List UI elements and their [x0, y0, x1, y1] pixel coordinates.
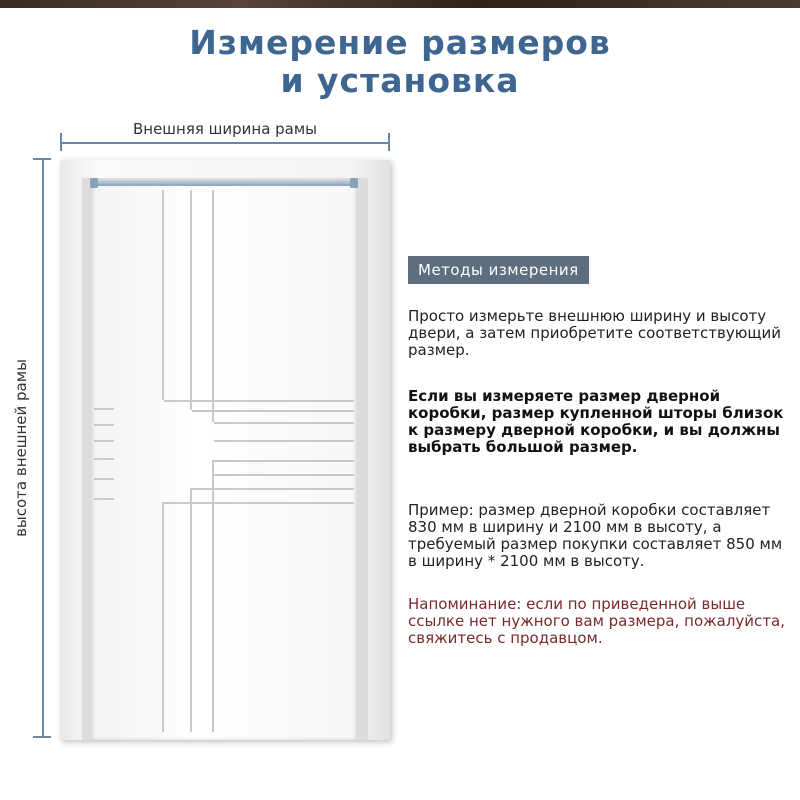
- width-tick-right: [388, 133, 390, 151]
- width-tick-left: [60, 133, 62, 151]
- door-groove: [162, 190, 164, 400]
- door-groove: [94, 478, 114, 480]
- door-groove: [214, 460, 354, 462]
- door-illustration: [60, 160, 390, 740]
- height-tick-bottom: [33, 736, 51, 738]
- door-groove: [94, 498, 114, 500]
- door-groove: [192, 488, 354, 490]
- door-groove: [164, 400, 354, 402]
- door-groove: [212, 460, 214, 732]
- paragraph-example: Пример: размер дверной коробки составляет 830 мм в ширину и 2100 мм в высоту, а требуемый размер покупки составляет 850 мм в ширину * 2100 мм в высоту.: [408, 501, 783, 570]
- paragraph-frame-measure: Если вы измеряете размер дверной коробки, размер купленной шторы близок к размеру дверной коробки, и вы должны выбрать большой размер.: [408, 387, 784, 456]
- paragraph-reminder: Напоминание: если по приведенной выше ссылке нет нужного вам размера, пожалуйста, свяжитесь с продавцом.: [408, 595, 785, 647]
- door-groove: [162, 502, 164, 732]
- curtain-rail: [94, 180, 354, 186]
- door-leaf: [92, 182, 356, 740]
- door-groove: [164, 502, 354, 504]
- door-groove: [94, 440, 114, 442]
- door-groove: [192, 410, 354, 412]
- door-groove: [94, 408, 114, 410]
- door-groove: [94, 424, 114, 426]
- door-groove: [212, 190, 214, 422]
- title-line-2: и установка: [280, 61, 520, 100]
- door-groove: [94, 458, 114, 460]
- width-dimension-line: [60, 142, 390, 144]
- rail-end-right: [350, 178, 358, 188]
- door-groove: [190, 488, 192, 732]
- door-groove: [190, 190, 192, 410]
- frame-height-label: высота внешней рамы: [12, 359, 30, 537]
- height-dimension-line: [42, 158, 44, 738]
- methods-heading: Методы измерения: [408, 256, 589, 284]
- title-line-1: Измерение размеров: [189, 23, 611, 62]
- door-groove: [214, 422, 354, 424]
- frame-width-label: Внешняя ширина рамы: [132, 120, 318, 138]
- rail-end-left: [90, 178, 98, 188]
- door-groove: [214, 474, 354, 476]
- top-decor-strip: [0, 0, 800, 8]
- paragraph-simple-measure: Просто измерьте внешнюю ширину и высоту двери, а затем приобретите соответствующий размер.: [408, 307, 782, 359]
- page-title: [0, 24, 800, 100]
- height-tick-top: [33, 158, 51, 160]
- door-groove: [214, 440, 354, 442]
